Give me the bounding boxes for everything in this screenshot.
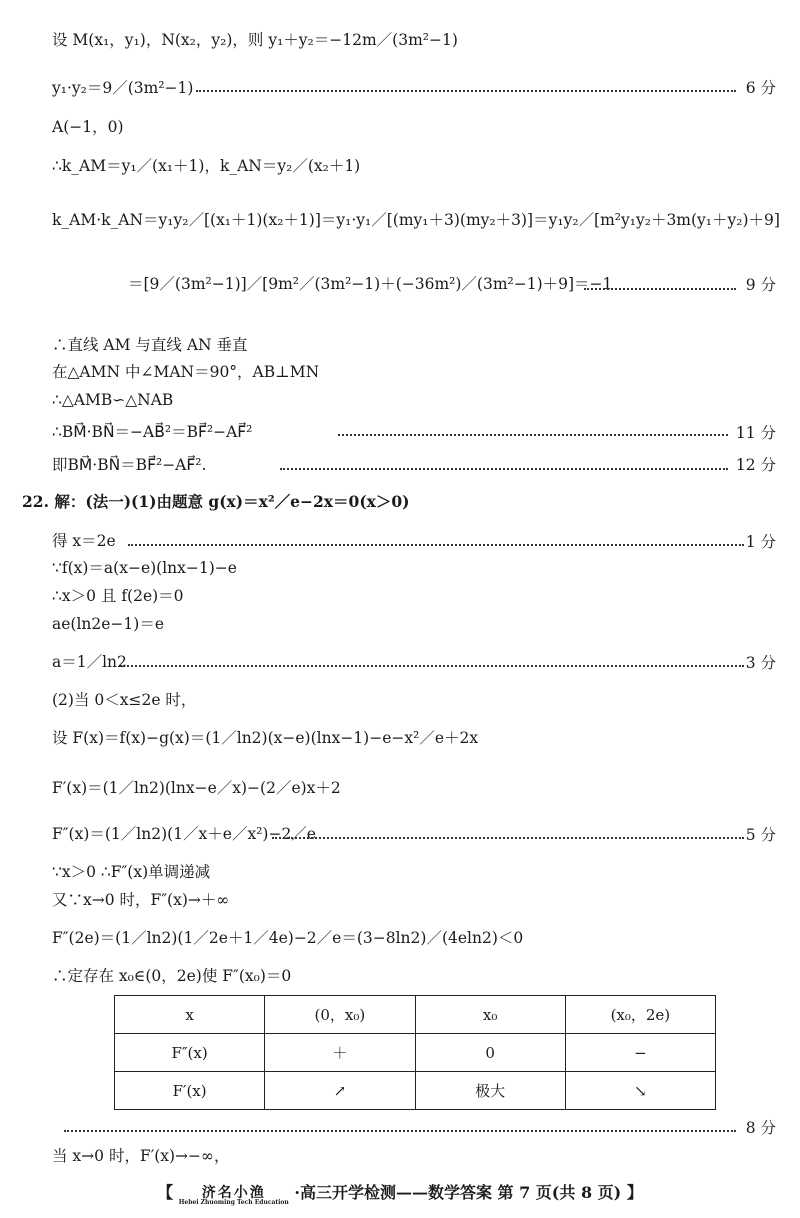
line-16: ae(ln2e−1)＝e bbox=[52, 615, 165, 633]
bracket-left: 【 bbox=[157, 1183, 174, 1202]
line-12: 22. 解：(法一)(1)由题意 g(x)＝x²／e−2x＝0(x＞0) bbox=[22, 492, 410, 511]
line-22: ∵x＞0 ∴F″(x)单调递减 bbox=[52, 863, 211, 881]
bracket-right: 】 bbox=[626, 1183, 643, 1202]
line-24: F″(2e)＝(1／ln2)(1／2e＋1／4e)−2／e＝(3−8ln2)／(4eln2)＜0 bbox=[52, 929, 524, 947]
score-label: 5 分 bbox=[745, 826, 776, 844]
line-19: 设 F(x)＝f(x)−g(x)＝(1／ln2)(x−e)(lnx−1)−e−x²／e＋2x bbox=[52, 729, 479, 747]
line-23: 又∵x→0 时，F″(x)→＋∞ bbox=[52, 891, 230, 909]
line-10: ∴BM⃗·BN⃗＝−AB⃗²＝BF⃗²−AF⃗² bbox=[52, 423, 253, 441]
dotted-leader bbox=[196, 88, 736, 92]
dotted-leader bbox=[120, 663, 744, 667]
dotted-leader bbox=[584, 286, 736, 290]
line-2: y₁·y₂＝9／(3m²−1) bbox=[52, 79, 194, 97]
page-footer bbox=[0, 1180, 800, 1206]
table-cell: 极大 bbox=[415, 1072, 565, 1110]
footer-text: ·高三开学检测——数学答案 第 7 页(共 8 页) bbox=[294, 1183, 622, 1202]
line-8: 在△AMN 中∠MAN＝90°，AB⊥MN bbox=[52, 363, 320, 381]
score-label: 1 分 bbox=[745, 533, 776, 551]
dotted-leader bbox=[338, 432, 728, 436]
line-5: k_AM·k_AN＝y₁y₂／[(x₁＋1)(x₂＋1)]＝y₁·y₁／[(my₁＋3)(my₂＋3)]＝y₁y₂／[m²y₁y₂＋3m(y₁＋y₂)＋9] bbox=[52, 211, 780, 229]
score-label: 11 分 bbox=[735, 424, 776, 442]
sign-table bbox=[114, 995, 716, 1110]
score-label: 9 分 bbox=[745, 276, 776, 294]
table-cell: ＋ bbox=[265, 1034, 415, 1072]
table-cell: F″(x) bbox=[115, 1034, 265, 1072]
table-cell: x bbox=[115, 996, 265, 1034]
dotted-leader bbox=[280, 466, 728, 470]
line-13: 得 x＝2e bbox=[52, 532, 116, 550]
line-20: F′(x)＝(1／ln2)(lnx−e／x)−(2／e)x＋2 bbox=[52, 779, 341, 797]
brand-logo bbox=[179, 1182, 289, 1206]
dotted-leader bbox=[64, 1128, 736, 1132]
table-cell: x₀ bbox=[415, 996, 565, 1034]
line-6: ＝[9／(3m²−1)]／[9m²／(3m²−1)＋(−36m²)／(3m²−1)＋9]＝−1 bbox=[128, 275, 613, 293]
table-row bbox=[115, 1072, 716, 1110]
line-7: ∴直线 AM 与直线 AN 垂直 bbox=[52, 336, 248, 354]
line-15: ∴x＞0 且 f(2e)＝0 bbox=[52, 587, 184, 605]
line-27: 当 x→0 时，F′(x)→−∞， bbox=[52, 1147, 230, 1165]
table-cell: − bbox=[565, 1034, 715, 1072]
line-4: ∴k_AM＝y₁／(x₁＋1)，k_AN＝y₂／(x₂＋1) bbox=[52, 157, 361, 175]
line-17: a＝1／ln2 bbox=[52, 653, 127, 671]
table-cell: 0 bbox=[415, 1034, 565, 1072]
score-label: 12 分 bbox=[735, 456, 776, 474]
line-21: F″(x)＝(1／ln2)(1／x＋e／x²)−2／e bbox=[52, 825, 316, 843]
table-cell: F′(x) bbox=[115, 1072, 265, 1110]
table-cell: ↗ bbox=[265, 1072, 415, 1110]
table-row bbox=[115, 996, 716, 1034]
table-row bbox=[115, 1034, 716, 1072]
line-9: ∴△AMB∽△NAB bbox=[52, 391, 174, 409]
line-11: 即BM⃗·BN⃗＝BF⃗²−AF⃗². bbox=[52, 456, 207, 474]
line-3: A(−1，0) bbox=[52, 118, 124, 136]
brand-logo-subtitle: Hebei Zhuoming Tech Education bbox=[178, 1198, 289, 1206]
table-cell: (0，x₀) bbox=[265, 996, 415, 1034]
line-1: 设 M(x₁，y₁)，N(x₂，y₂)，则 y₁＋y₂＝−12m／(3m²−1) bbox=[52, 31, 458, 49]
line-25: ∴定存在 x₀∈(0，2e)使 F″(x₀)＝0 bbox=[52, 967, 292, 985]
score-label: 8 分 bbox=[745, 1119, 776, 1137]
table-cell: (x₀，2e) bbox=[565, 996, 715, 1034]
score-label: 6 分 bbox=[745, 79, 776, 97]
brand-logo-text: 济名小渔 bbox=[201, 1184, 266, 1201]
dotted-leader bbox=[272, 835, 744, 839]
line-14: ∵f(x)＝a(x−e)(lnx−1)−e bbox=[52, 559, 237, 577]
line-18: (2)当 0＜x≤2e 时， bbox=[52, 691, 197, 709]
dotted-leader bbox=[128, 542, 744, 546]
table-cell: ↘ bbox=[565, 1072, 715, 1110]
score-label: 3 分 bbox=[745, 654, 776, 672]
